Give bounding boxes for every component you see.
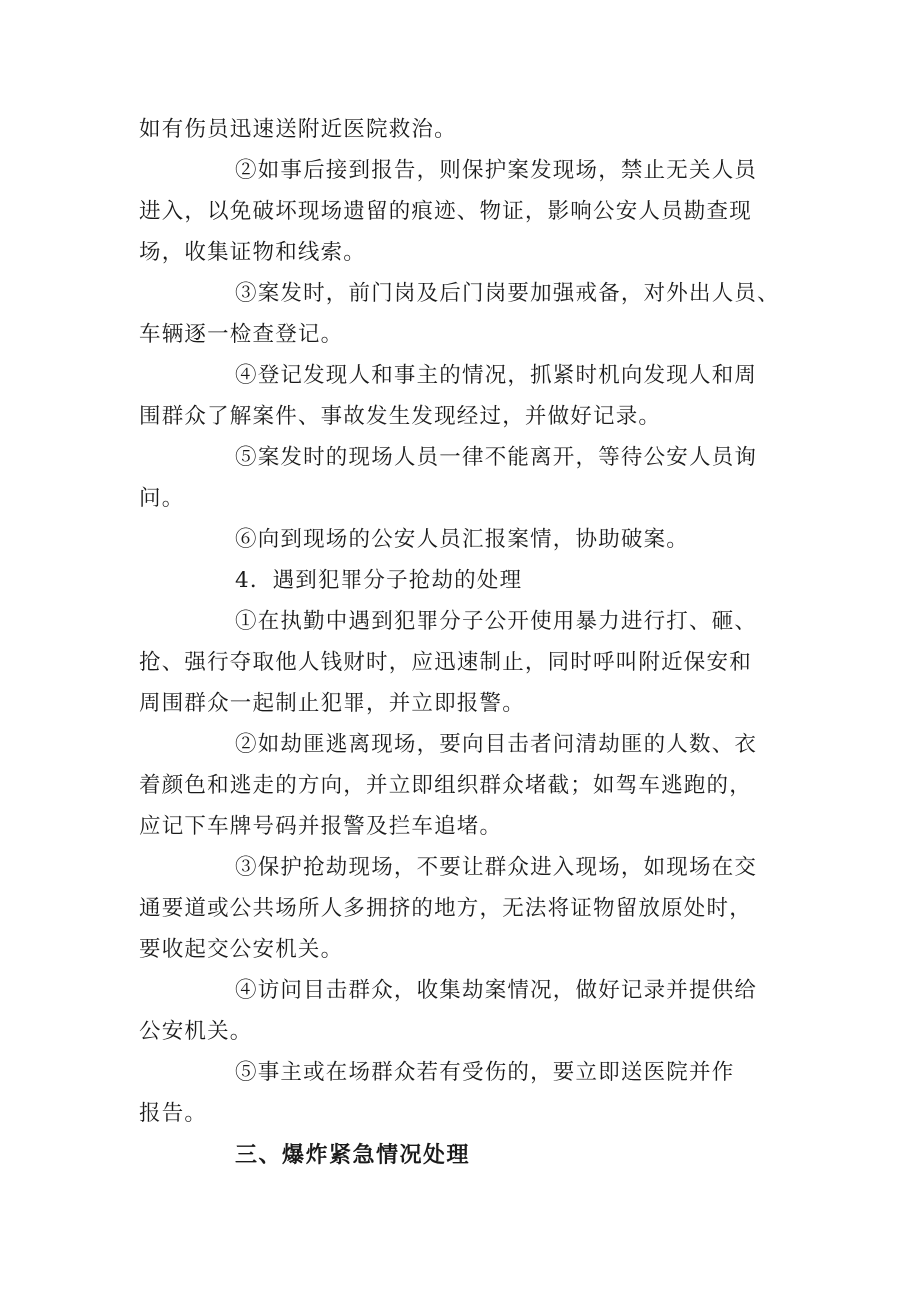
text-line-13: ①在执勤中遇到犯罪分子公开使用暴力进行打、砸、 (235, 609, 758, 634)
text-line-14: 抢、强行夺取他人钱财时，应迅速制止，同时呼叫附近保安和 (139, 650, 752, 675)
text-line-9: ⑤案发时的现场人员一律不能离开，等待公安人员询 (235, 445, 758, 470)
text-line-25: 报告。 (139, 1101, 208, 1126)
text-line-21: 要收起交公安机关。 (139, 937, 344, 962)
section-heading: 三、爆炸紧急情况处理 (235, 1142, 471, 1168)
text-line-4: 场，收集证物和线索。 (139, 240, 367, 265)
text-line-18: 应记下车牌号码并报警及拦车追堵。 (139, 814, 503, 839)
text-line-17: 着颜色和逃走的方向，并立即组织群众堵截；如驾车逃跑的， (139, 773, 752, 798)
text-line-16: ②如劫匪逃离现场，要向目击者问清劫匪的人数、衣 (235, 732, 758, 757)
text-line-23: 公安机关。 (139, 1019, 253, 1044)
text-line-1: 如有伤员迅速送附近医院救治。 (139, 117, 457, 142)
text-line-7: ④登记发现人和事主的情况，抓紧时机向发现人和周 (235, 363, 758, 388)
text-line-24: ⑤事主或在场群众若有受伤的，要立即送医院并作 (235, 1060, 735, 1085)
text-line-22: ④访问目击群众，收集劫案情况，做好记录并提供给 (235, 978, 758, 1003)
text-line-3: 进入，以免破坏现场遗留的痕迹、物证，影响公安人员勘查现 (139, 199, 752, 224)
text-line-15: 周围群众一起制止犯罪，并立即报警。 (139, 691, 525, 716)
text-line-19: ③保护抢劫现场，不要让群众进入现场，如现场在交 (235, 855, 758, 880)
text-line-6: 车辆逐一检查登记。 (139, 322, 344, 347)
text-line-5: ③案发时，前门岗及后门岗要加强戒备，对外出人员、 (235, 281, 780, 306)
text-line-11: ⑥向到现场的公安人员汇报案情，协助破案。 (235, 527, 690, 552)
text-line-10: 问。 (139, 486, 185, 511)
text-line-8: 围群众了解案件、事故发生发现经过，并做好记录。 (139, 404, 662, 429)
text-line-2: ②如事后接到报告，则保护案发现场，禁止无关人员 (235, 158, 758, 183)
section-subheading-4: 4．遇到犯罪分子抢劫的处理 (235, 568, 523, 593)
text-line-20: 通要道或公共场所人多拥挤的地方，无法将证物留放原处时， (139, 896, 752, 921)
